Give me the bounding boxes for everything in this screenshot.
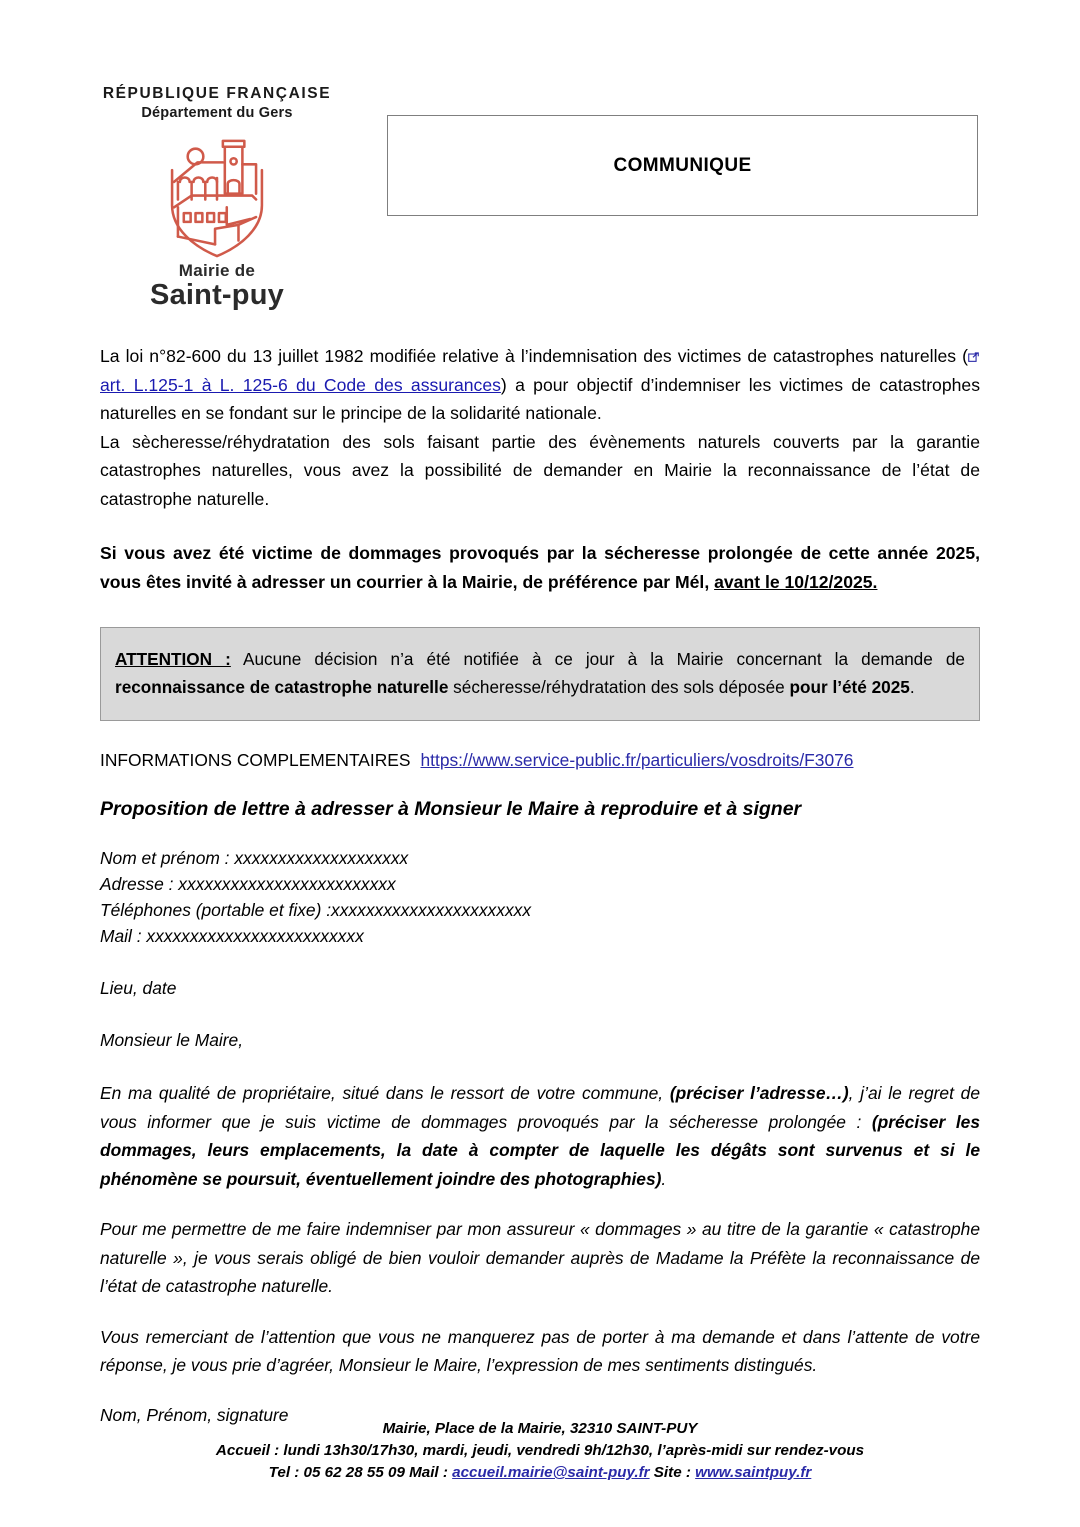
attention-text-1: Aucune décision n’a été notifiée à ce jour à la Mairie concernant la demande de (230, 649, 965, 669)
communique-title: COMMUNIQUE (613, 154, 752, 176)
spacer (100, 597, 980, 627)
cta-deadline: avant le 10/12/2025. (714, 572, 878, 592)
attention-bold-2: pour l’été 2025 (789, 677, 910, 697)
spacer (100, 513, 980, 539)
letter-body-paragraph-2: Pour me permettre de me faire indemniser par mon assureur « dommages » au titre de la garantie « catastrophe naturelle », je vous serais obligé de bien vouloir demander auprès de Madame la Préfète la reconnaissance de l’état de catastrophe naturelle. (100, 1219, 980, 1296)
letter-body1-b: (préciser l’adresse…) (669, 1083, 849, 1103)
cta-text: Si vous avez été victime de dommages provoqués par la sécheresse prolongée de cette année 2025, vous êtes invité à adresser un courrier à la Mairie, de préférence par Mél, (100, 543, 980, 592)
departement-label: Département du Gers (141, 105, 293, 122)
external-link-icon (968, 352, 979, 363)
letter-body1-d: (préciser les dommages, leurs emplacements, la date à compter de laquelle les dégâts sont survenus et si le phénomène se poursuit, éventuellement joindre des photographies) (100, 1111, 980, 1189)
mairie-logo-block (97, 84, 337, 310)
footer-email-link[interactable]: accueil.mairie@saint-puy.fr (452, 1464, 650, 1481)
letter-salutation: Monsieur le Maire, (100, 1030, 244, 1050)
proposition-heading: Proposition de lettre à adresser à Monsieur le Maire à reproduire et à signer (100, 798, 802, 820)
intro-text-part2: ) a pour objectif d’indemniser les victimes de catastrophes naturelles en se fondant sur le principe de la solidarité nationale. (100, 374, 980, 423)
intro-paragraph-2: La sècheresse/réhydratation des sols faisant partie des évènements naturels couverts par la garantie catastrophes naturelles, vous avez la possibilité de demander en Mairie la reconnaissance de l’état de catastrophe naturelle. (100, 431, 980, 509)
attention-bold-1: reconnaissance de catastrophe naturelle (115, 677, 449, 697)
footer-website-link[interactable]: www.saintpuy.fr (695, 1464, 812, 1481)
spacer (100, 773, 980, 795)
letter-place-date: Lieu, date (100, 978, 177, 998)
footer-site-prefix: Site : (649, 1464, 696, 1481)
footer-tel-prefix: Tel : 05 62 28 55 09 Mail : (268, 1464, 453, 1481)
document-footer (0, 1418, 1080, 1484)
spacer (100, 1301, 980, 1323)
letter-body-paragraph-1 (100, 1079, 980, 1193)
republique-francaise-label: RÉPUBLIQUE FRANÇAISE (102, 85, 332, 102)
letter-field-nom: Nom et prénom : xxxxxxxxxxxxxxxxxxxx (100, 848, 409, 868)
footer-address-line: Mairie, Place de la Mairie, 32310 SAINT-PUY (382, 1420, 698, 1437)
footer-hours-line: Accueil : lundi 13h30/17h30, mardi, jeudi, vendredi 9h/12h30, l’après-midi sur rendez-vous (215, 1442, 865, 1459)
spacer (100, 1193, 980, 1215)
spacer (100, 1001, 980, 1027)
footer-contact-line (0, 1462, 1080, 1484)
spacer (100, 823, 980, 845)
intro-paragraph-1 (100, 342, 980, 428)
attention-text-3: . (909, 677, 915, 697)
letter-field-mail: Mail : xxxxxxxxxxxxxxxxxxxxxxxxx (100, 926, 364, 946)
attention-callout-box (100, 627, 980, 721)
letter-signature-line: Nom, Prénom, signature (100, 1404, 289, 1425)
spacer (100, 1053, 980, 1079)
letter-body1-a: En ma qualité de propriétaire, situé dans le ressort de votre commune, (100, 1083, 670, 1103)
letter-body1-c: , j’ai le regret de vous informer que je suis victime de dommages provoqués par la sécheresse prolongée : (100, 1083, 980, 1132)
mairie-crest-icon (157, 135, 277, 260)
service-public-url-link[interactable]: https://www.service-public.fr/particuliers/vosdroits/F3076 (420, 750, 854, 770)
intro-text-part1: La loi n°82-600 du 13 juillet 1982 modifiée relative à l’indemnisation des victimes de catastrophes naturelles ( (100, 346, 968, 366)
attention-paragraph (115, 645, 965, 701)
code-assurances-link-text: art. L.125-1 à L. 125-6 du Code des assurances (100, 374, 501, 395)
spacer (100, 1380, 980, 1402)
attention-label: ATTENTION : (115, 649, 231, 669)
letter-body1-e: . (661, 1168, 667, 1189)
document-body (100, 342, 980, 1428)
informations-complementaires-label: INFORMATIONS COMPLEMENTAIRES (100, 750, 411, 770)
spacer (100, 949, 980, 975)
spacer (100, 721, 980, 747)
mairie-wordmark-line1: Mairie de (178, 261, 256, 281)
attention-text-2: sécheresse/réhydratation des sols déposée (448, 677, 790, 697)
call-to-action-paragraph (100, 539, 980, 597)
document-header (0, 0, 1080, 320)
letter-field-adresse: Adresse : xxxxxxxxxxxxxxxxxxxxxxxxx (100, 874, 396, 894)
letter-field-telephones: Téléphones (portable et fixe) :xxxxxxxxxxxxxxxxxxxxxxx (100, 900, 532, 920)
letter-body-paragraph-3: Vous remerciant de l’attention que vous ne manquerez pas de porter à ma demande et dans l’attente de votre réponse, je vous prie d’agréer, Monsieur le Maire, l’expression de mes sentiments distingués. (100, 1326, 980, 1375)
communique-title-box (387, 115, 978, 216)
mairie-wordmark-line2: Saint-puy (150, 278, 284, 311)
informations-complementaires-line (100, 747, 980, 773)
